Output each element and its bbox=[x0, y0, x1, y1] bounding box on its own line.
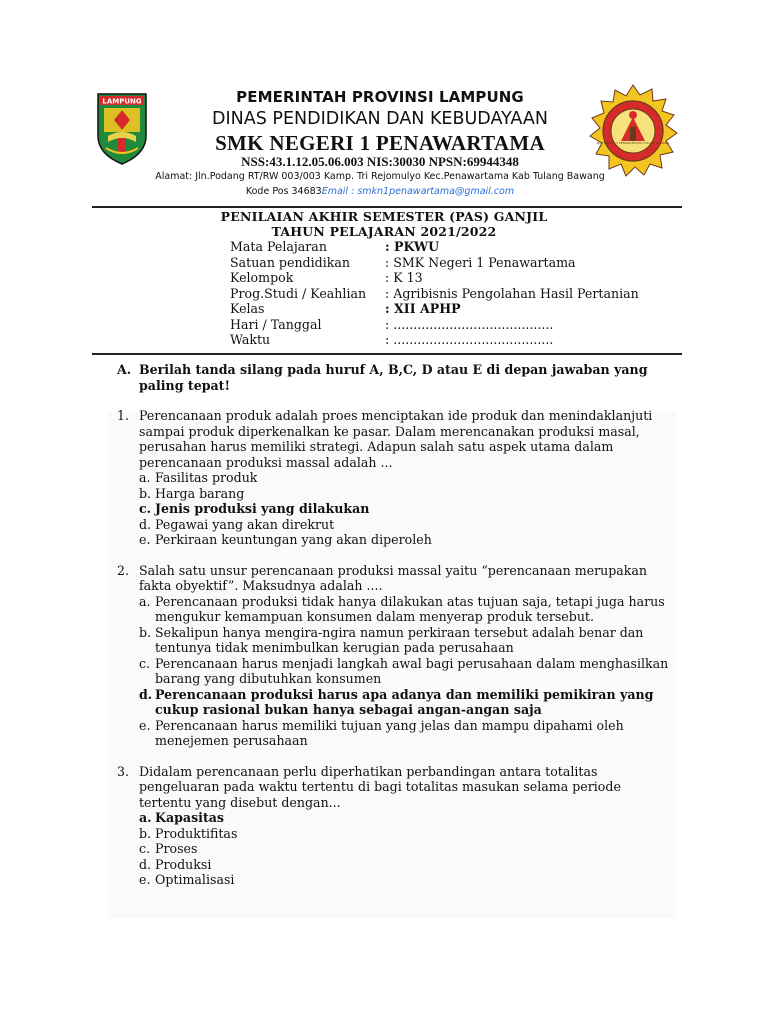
option-letter: a. bbox=[139, 593, 151, 609]
info-label: Kelompok bbox=[230, 270, 294, 285]
option-text: Pegawai yang akan direkrut bbox=[155, 516, 335, 532]
question-1 bbox=[117, 408, 677, 548]
option-text: Perencanaan produksi harus apa adanya dan memiliki pemikiran yang cukup rasional bukan hanya sebagai angan-angan saja bbox=[155, 686, 654, 717]
info-value: : SMK Negeri 1 Penawartama bbox=[385, 254, 576, 270]
option-letter: b. bbox=[139, 485, 152, 501]
option-text: Optimalisasi bbox=[155, 872, 235, 887]
option-d[interactable] bbox=[139, 517, 677, 533]
option-text: Kapasitas bbox=[155, 810, 225, 825]
agency-name: DINAS PENDIDIKAN DAN KEBUDAYAAN bbox=[212, 109, 548, 129]
option-letter: b. bbox=[139, 624, 152, 640]
option-e[interactable] bbox=[139, 872, 677, 888]
info-row bbox=[230, 270, 639, 286]
school-address: Alamat: Jln.Podang RT/RW 003/003 Kamp. Tri Rejomulyo Kec.Penawartama Kab Tulang Bawang bbox=[155, 171, 605, 182]
option-c[interactable] bbox=[139, 841, 677, 857]
option-letter: a. bbox=[139, 810, 152, 825]
option-letter: e. bbox=[139, 717, 151, 733]
email-link[interactable]: Email : smkn1penawartama@gmail.com bbox=[321, 186, 515, 197]
question-stem: Salah satu unsur perencanaan produksi massal yaitu “perencanaan merupakan fakta obyektif”. Maksudnya adalah .... bbox=[139, 562, 648, 593]
info-row bbox=[230, 317, 639, 333]
option-d[interactable] bbox=[139, 687, 677, 718]
option-text: Sekalipun hanya mengira-ngira namun perkiraan tersebut adalah benar dan tentunya tidak menimbulkan kerugian pada perusahaan bbox=[155, 624, 644, 655]
info-row bbox=[230, 332, 639, 348]
question-body bbox=[139, 563, 677, 749]
exam-title: PENILAIAN AKHIR SEMESTER (PAS) GANJIL bbox=[220, 209, 548, 224]
option-letter: b. bbox=[139, 825, 152, 841]
instruction bbox=[117, 362, 677, 393]
option-d[interactable] bbox=[139, 857, 677, 873]
option-text: Harga barang bbox=[155, 485, 245, 501]
info-value: : Agribisnis Pengolahan Hasil Pertanian bbox=[385, 285, 639, 301]
info-value: : ........................................ bbox=[385, 332, 554, 347]
info-label: Waktu bbox=[230, 332, 271, 347]
option-letter: c. bbox=[139, 501, 152, 516]
info-label: Satuan pendidikan bbox=[230, 254, 350, 270]
option-letter: e. bbox=[139, 532, 151, 547]
left-logo-text: LAMPUNG bbox=[102, 97, 142, 106]
question-3 bbox=[117, 764, 677, 888]
option-letter: d. bbox=[139, 856, 152, 872]
info-row bbox=[230, 301, 639, 317]
option-text: Produktifitas bbox=[155, 825, 238, 841]
info-value: : ........................................ bbox=[385, 316, 554, 332]
question-body bbox=[139, 408, 677, 548]
right-logo-text: SMK NEGERI 1 PENAWARTAMA TULANG BAWANG bbox=[596, 141, 670, 145]
option-text: Fasilitas produk bbox=[155, 470, 258, 485]
instruction-text: Berilah tanda silang pada huruf A, B,C, D atau E di depan jawaban yang paling tepat! bbox=[139, 362, 648, 393]
question-stem: Didalam perencanaan perlu diperhatikan perbandingan antara totalitas pengeluaran pada waktu tertentu di bagi totalitas masukan selama periode tertentu yang disebut dengan... bbox=[139, 763, 621, 810]
header-divider bbox=[92, 206, 682, 208]
question-number: 1. bbox=[117, 408, 130, 423]
exam-content bbox=[117, 362, 677, 888]
option-text: Proses bbox=[155, 841, 198, 856]
info-row bbox=[230, 286, 639, 302]
info-value: : PKWU bbox=[385, 239, 440, 254]
info-row bbox=[230, 239, 639, 255]
option-text: Perencanaan harus memiliki tujuan yang jelas dan mampu dipahami oleh menejemen perusahaan bbox=[155, 717, 624, 748]
info-row bbox=[230, 255, 639, 271]
option-letter: c. bbox=[139, 841, 151, 856]
postcode: Kode Pos 34683 bbox=[245, 186, 322, 197]
question-body bbox=[139, 764, 677, 888]
info-label: Hari / Tanggal bbox=[230, 316, 322, 332]
option-letter: d. bbox=[139, 686, 153, 702]
option-a[interactable] bbox=[139, 810, 677, 826]
section-label: A. bbox=[117, 362, 132, 377]
info-label: Kelas bbox=[230, 301, 265, 316]
option-b[interactable] bbox=[139, 486, 677, 502]
question-number: 3. bbox=[117, 763, 130, 779]
question-stem: Perencanaan produk adalah proes menciptakan ide produk dan menindaklanjuti sampai produk diperkenalkan ke pasar. Dalam merencanakan produksi masal, perusahan harus memiliki strategi. Adapun salah satu aspek utama dalam perencanaan produksi massal adalah ... bbox=[139, 408, 653, 470]
option-letter: c. bbox=[139, 655, 151, 671]
government-name: PEMERINTAH PROVINSI LAMPUNG bbox=[236, 88, 524, 106]
option-a[interactable] bbox=[139, 470, 677, 486]
option-e[interactable] bbox=[139, 718, 677, 749]
option-b[interactable] bbox=[139, 625, 677, 656]
option-e[interactable] bbox=[139, 532, 677, 548]
exam-info-table bbox=[230, 239, 639, 348]
school-name: SMK NEGERI 1 PENAWARTAMA bbox=[215, 131, 545, 155]
option-text: Perencanaan harus menjadi langkah awal bagi perusahaan dalam menghasilkan barang yang dibutuhkan konsumen bbox=[155, 655, 669, 686]
question-number: 2. bbox=[117, 562, 130, 578]
school-ids: NSS:43.1.12.05.06.003 NIS:30030 NPSN:69944348 bbox=[241, 154, 519, 169]
exam-year: TAHUN PELAJARAN 2021/2022 bbox=[271, 224, 497, 239]
option-c[interactable] bbox=[139, 656, 677, 687]
postcode-email-line bbox=[100, 186, 660, 197]
question-2 bbox=[117, 563, 677, 749]
option-letter: a. bbox=[139, 470, 151, 485]
option-text: Produksi bbox=[155, 856, 212, 872]
info-label: Prog.Studi / Keahlian bbox=[230, 285, 367, 301]
option-letter: e. bbox=[139, 872, 151, 887]
option-c[interactable] bbox=[139, 501, 677, 517]
info-value: : XII APHP bbox=[385, 301, 461, 316]
option-b[interactable] bbox=[139, 826, 677, 842]
option-letter: d. bbox=[139, 516, 152, 532]
option-text: Perencanaan produksi tidak hanya dilakukan atas tujuan saja, tetapi juga harus mengukur kemampuan konsumen dalam menyerap produk tersebut. bbox=[155, 593, 665, 624]
info-value: : K 13 bbox=[385, 270, 423, 285]
option-text: Jenis produksi yang dilakukan bbox=[155, 501, 370, 516]
option-text: Perkiraan keuntungan yang akan diperoleh bbox=[155, 532, 432, 547]
option-a[interactable] bbox=[139, 594, 677, 625]
info-divider bbox=[92, 353, 682, 355]
info-label: Mata Pelajaran bbox=[230, 239, 327, 254]
